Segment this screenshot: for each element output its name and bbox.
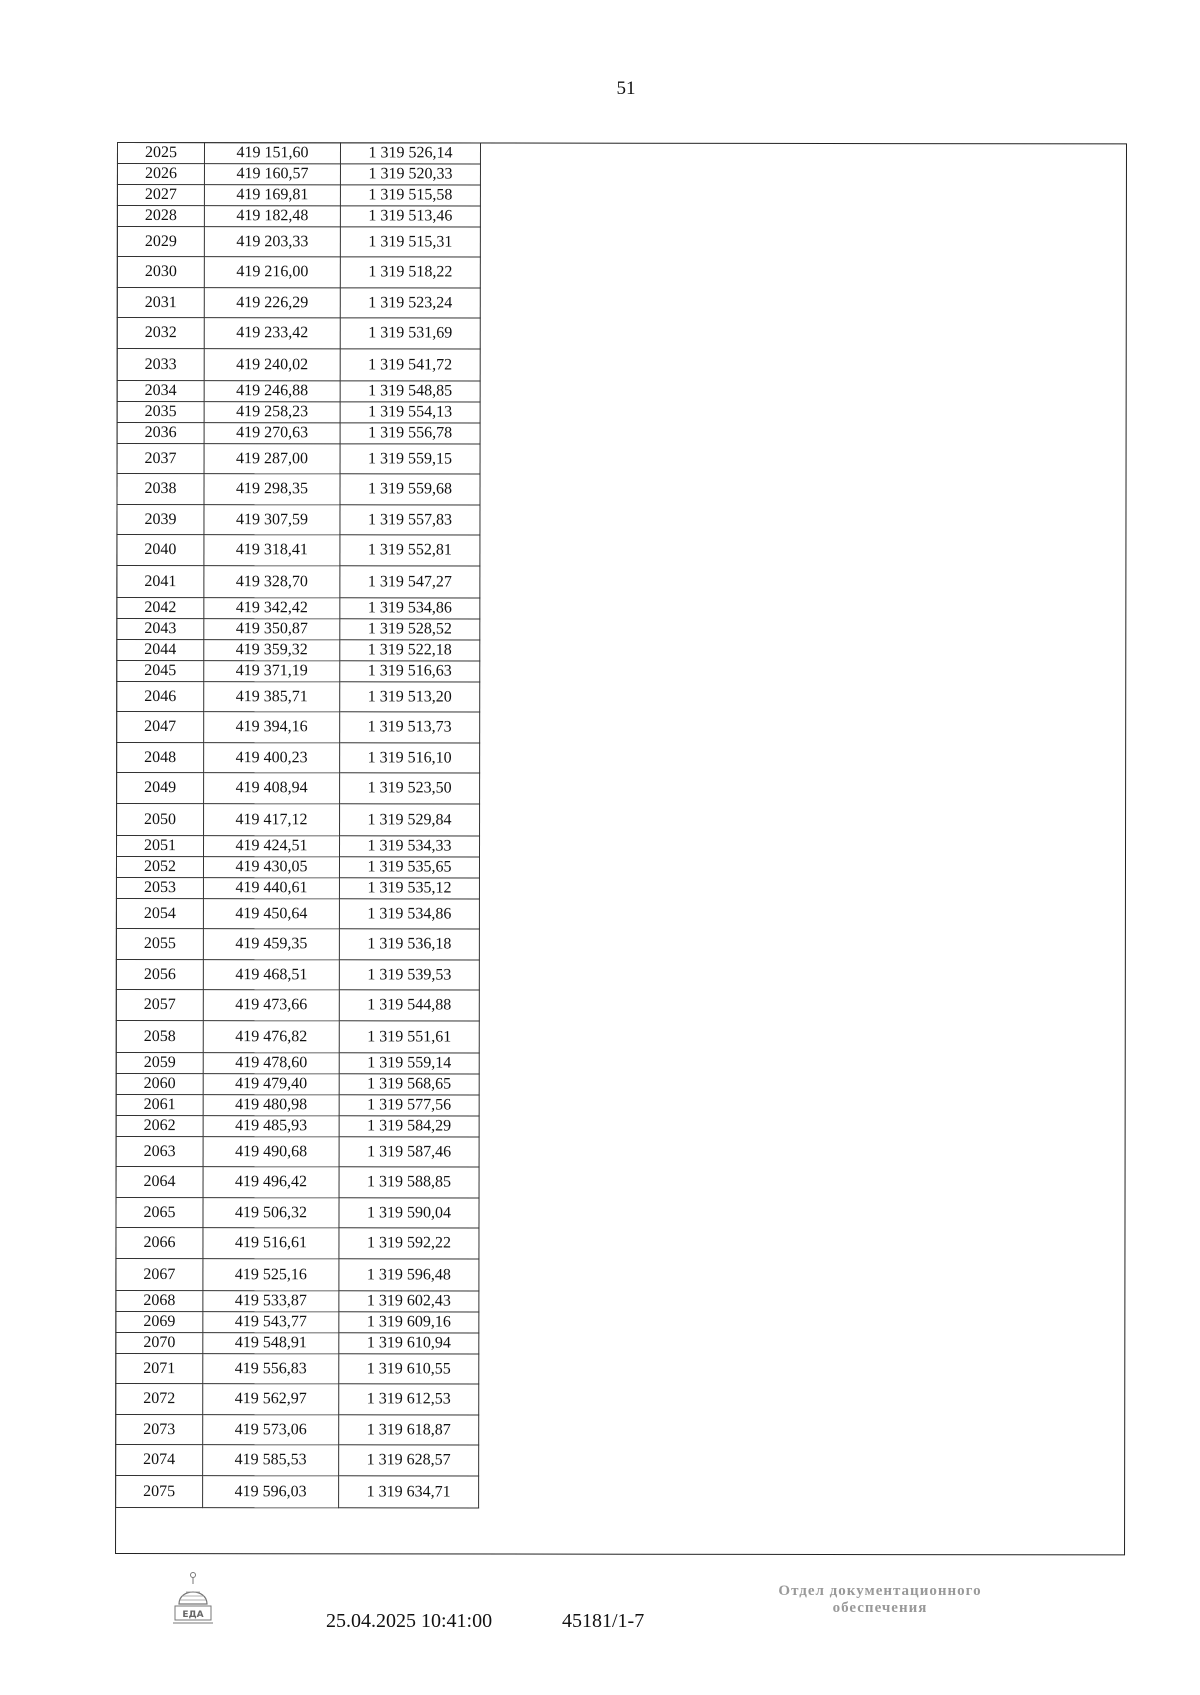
y-coordinate-cell: 1 319 588,85 [339, 1167, 479, 1198]
y-coordinate-cell: 1 319 534,86 [340, 598, 480, 619]
y-coordinate-cell: 1 319 518,22 [340, 257, 480, 288]
point-number-cell: 2034 [117, 381, 204, 402]
table-row [117, 743, 480, 774]
y-coordinate-cell: 1 319 536,18 [339, 929, 479, 960]
table-row [117, 566, 480, 599]
x-coordinate-cell: 419 450,64 [203, 899, 339, 929]
point-number-cell: 2042 [117, 598, 204, 619]
x-coordinate-cell: 419 307,59 [204, 505, 340, 535]
x-coordinate-cell: 419 476,82 [203, 1021, 339, 1053]
y-coordinate-cell: 1 319 516,10 [340, 743, 480, 773]
table-row [117, 474, 480, 506]
point-number-cell: 2064 [116, 1166, 203, 1197]
registry-logo-icon [170, 1570, 216, 1626]
table-row [116, 1073, 479, 1095]
x-coordinate-cell: 419 440,61 [203, 878, 339, 899]
table-row [116, 1290, 479, 1312]
x-coordinate-cell: 419 525,16 [203, 1259, 339, 1291]
footer-registration-number: 45181/1-7 [562, 1610, 645, 1632]
point-number-cell: 2030 [117, 257, 204, 288]
y-coordinate-cell: 1 319 531,69 [340, 318, 480, 349]
x-coordinate-cell: 419 287,00 [204, 444, 340, 474]
y-coordinate-cell: 1 319 526,14 [340, 143, 480, 164]
y-coordinate-cell: 1 319 559,68 [340, 474, 480, 505]
table-row [116, 959, 479, 990]
point-number-cell: 2071 [116, 1353, 203, 1383]
y-coordinate-cell: 1 319 610,94 [339, 1333, 479, 1354]
y-coordinate-cell: 1 319 551,61 [339, 1021, 479, 1053]
y-coordinate-cell: 1 319 534,33 [340, 836, 480, 857]
x-coordinate-cell: 419 543,77 [203, 1312, 339, 1333]
y-coordinate-cell: 1 319 541,72 [340, 349, 480, 381]
table-row [117, 164, 480, 186]
department-stamp-line-1: Отдел документационного [778, 1583, 982, 1599]
y-coordinate-cell: 1 319 577,56 [339, 1095, 479, 1116]
point-number-cell: 2043 [117, 619, 204, 640]
y-coordinate-cell: 1 319 539,53 [339, 960, 479, 990]
y-coordinate-cell: 1 319 556,78 [340, 423, 480, 444]
table-row [116, 1383, 479, 1415]
table-row [117, 640, 480, 662]
y-coordinate-cell: 1 319 520,33 [340, 164, 480, 185]
point-number-cell: 2065 [116, 1197, 203, 1227]
point-number-cell: 2027 [117, 185, 204, 206]
y-coordinate-cell: 1 319 552,81 [340, 535, 480, 566]
x-coordinate-cell: 419 533,87 [203, 1291, 339, 1312]
x-coordinate-cell: 419 233,42 [204, 318, 340, 349]
x-coordinate-cell: 419 258,23 [204, 402, 340, 423]
x-coordinate-cell: 419 548,91 [203, 1333, 339, 1354]
table-row [116, 878, 479, 900]
coordinates-table-frame [115, 142, 1127, 1555]
table-row [117, 661, 480, 683]
x-coordinate-cell: 419 424,51 [204, 836, 340, 857]
x-coordinate-cell: 419 226,29 [204, 288, 340, 318]
y-coordinate-cell: 1 319 523,50 [340, 773, 480, 804]
y-coordinate-cell: 1 319 628,57 [339, 1445, 479, 1476]
point-number-cell: 2056 [116, 959, 203, 989]
point-number-cell: 2038 [117, 474, 204, 505]
table-row [117, 257, 480, 289]
table-row [117, 227, 480, 258]
point-number-cell: 2049 [117, 773, 204, 804]
table-row [116, 1258, 479, 1291]
table-row [117, 712, 480, 744]
x-coordinate-cell: 419 394,16 [204, 712, 340, 743]
x-coordinate-cell: 419 430,05 [203, 857, 339, 878]
table-row [117, 598, 480, 620]
table-row [117, 505, 480, 536]
point-number-cell: 2053 [116, 878, 203, 899]
point-number-cell: 2060 [116, 1073, 203, 1094]
x-coordinate-cell: 419 468,51 [203, 960, 339, 990]
y-coordinate-cell: 1 319 592,22 [339, 1228, 479, 1259]
x-coordinate-cell: 419 573,06 [203, 1415, 339, 1445]
point-number-cell: 2062 [116, 1115, 203, 1136]
y-coordinate-cell: 1 319 513,73 [340, 712, 480, 743]
x-coordinate-cell: 419 342,42 [204, 598, 340, 619]
y-coordinate-cell: 1 319 534,86 [339, 899, 479, 929]
x-coordinate-cell: 419 203,33 [204, 227, 340, 257]
point-number-cell: 2063 [116, 1136, 203, 1166]
point-number-cell: 2031 [117, 288, 204, 318]
point-number-cell: 2054 [116, 898, 203, 928]
y-coordinate-cell: 1 319 548,85 [340, 381, 480, 402]
y-coordinate-cell: 1 319 547,27 [340, 566, 480, 598]
table-row [116, 1332, 479, 1354]
point-number-cell: 2067 [116, 1258, 203, 1290]
table-row [117, 381, 480, 403]
point-number-cell: 2061 [116, 1094, 203, 1115]
x-coordinate-cell: 419 585,53 [203, 1445, 339, 1476]
point-number-cell: 2070 [116, 1332, 203, 1353]
point-number-cell: 2058 [116, 1020, 203, 1052]
x-coordinate-cell: 419 496,42 [203, 1167, 339, 1198]
table-row [116, 1197, 479, 1228]
point-number-cell: 2026 [117, 164, 204, 185]
table-row [116, 1227, 479, 1259]
table-row [117, 444, 480, 475]
point-number-cell: 2037 [117, 444, 204, 474]
x-coordinate-cell: 419 270,63 [204, 423, 340, 444]
table-row [117, 402, 480, 424]
x-coordinate-cell: 419 350,87 [204, 619, 340, 640]
point-number-cell: 2028 [117, 206, 204, 227]
y-coordinate-cell: 1 319 590,04 [339, 1198, 479, 1228]
x-coordinate-cell: 419 328,70 [204, 566, 340, 598]
table-row [117, 288, 480, 319]
table-row [116, 1353, 479, 1384]
point-number-cell: 2057 [116, 989, 203, 1020]
x-coordinate-cell: 419 318,41 [204, 535, 340, 566]
y-coordinate-cell: 1 319 528,52 [340, 619, 480, 640]
point-number-cell: 2044 [117, 640, 204, 661]
x-coordinate-cell: 419 516,61 [203, 1228, 339, 1259]
table-row [116, 1136, 479, 1167]
point-number-cell: 2029 [117, 227, 204, 257]
y-coordinate-cell: 1 319 535,65 [339, 857, 479, 878]
y-coordinate-cell: 1 319 513,20 [340, 682, 480, 712]
x-coordinate-cell: 419 478,60 [203, 1053, 339, 1074]
point-number-cell: 2045 [117, 661, 204, 682]
x-coordinate-cell: 419 216,00 [204, 257, 340, 288]
x-coordinate-cell: 419 160,57 [204, 164, 340, 185]
point-number-cell: 2036 [117, 423, 204, 444]
x-coordinate-cell: 419 400,23 [204, 743, 340, 773]
point-number-cell: 2073 [116, 1414, 203, 1444]
table-row [117, 185, 480, 207]
y-coordinate-cell: 1 319 602,43 [339, 1291, 479, 1312]
table-row [116, 1020, 479, 1053]
y-coordinate-cell: 1 319 515,58 [340, 185, 480, 206]
x-coordinate-cell: 419 182,48 [204, 206, 340, 227]
table-row [117, 318, 480, 350]
y-coordinate-cell: 1 319 523,24 [340, 288, 480, 318]
x-coordinate-cell: 419 246,88 [204, 381, 340, 402]
table-row [116, 1052, 479, 1074]
table-row [116, 928, 479, 960]
x-coordinate-cell: 419 556,83 [203, 1354, 339, 1384]
point-number-cell: 2041 [117, 566, 204, 598]
point-number-cell: 2069 [116, 1311, 203, 1332]
point-number-cell: 2050 [117, 804, 204, 836]
x-coordinate-cell: 419 240,02 [204, 349, 340, 381]
table-row [117, 423, 480, 445]
department-stamp-line-2: обеспечения [832, 1600, 928, 1616]
y-coordinate-cell: 1 319 535,12 [339, 878, 479, 899]
point-number-cell: 2068 [116, 1290, 203, 1311]
coordinates-table [115, 142, 481, 1509]
table-row [117, 773, 480, 805]
table-row [116, 898, 479, 929]
point-number-cell: 2072 [116, 1383, 203, 1414]
x-coordinate-cell: 419 459,35 [203, 929, 339, 960]
table-row [116, 1094, 479, 1116]
x-coordinate-cell: 419 596,03 [203, 1476, 339, 1508]
table-row [117, 804, 480, 837]
y-coordinate-cell: 1 319 584,29 [339, 1116, 479, 1137]
point-number-cell: 2075 [116, 1475, 203, 1507]
y-coordinate-cell: 1 319 554,13 [340, 402, 480, 423]
point-number-cell: 2051 [117, 836, 204, 857]
x-coordinate-cell: 419 371,19 [204, 661, 340, 682]
y-coordinate-cell: 1 319 513,46 [340, 206, 480, 227]
table-row [117, 836, 480, 858]
x-coordinate-cell: 419 485,93 [203, 1116, 339, 1137]
table-row [116, 1475, 479, 1508]
x-coordinate-cell: 419 562,97 [203, 1384, 339, 1415]
x-coordinate-cell: 419 385,71 [204, 682, 340, 712]
x-coordinate-cell: 419 298,35 [204, 474, 340, 505]
point-number-cell: 2066 [116, 1227, 203, 1258]
y-coordinate-cell: 1 319 596,48 [339, 1259, 479, 1291]
table-row [117, 682, 480, 713]
y-coordinate-cell: 1 319 618,87 [339, 1415, 479, 1445]
x-coordinate-cell: 419 169,81 [204, 185, 340, 206]
point-number-cell: 2055 [116, 928, 203, 959]
x-coordinate-cell: 419 479,40 [203, 1074, 339, 1095]
y-coordinate-cell: 1 319 522,18 [340, 640, 480, 661]
point-number-cell: 2033 [117, 349, 204, 381]
point-number-cell: 2032 [117, 318, 204, 349]
y-coordinate-cell: 1 319 568,65 [339, 1074, 479, 1095]
table-row [116, 1166, 479, 1198]
x-coordinate-cell: 419 408,94 [204, 773, 340, 804]
point-number-cell: 2074 [116, 1444, 203, 1475]
y-coordinate-cell: 1 319 559,15 [340, 444, 480, 474]
x-coordinate-cell: 419 480,98 [203, 1095, 339, 1116]
table-row [117, 535, 480, 567]
table-row [116, 857, 479, 879]
table-row [116, 1444, 479, 1476]
table-row [116, 1115, 479, 1137]
y-coordinate-cell: 1 319 544,88 [339, 990, 479, 1021]
y-coordinate-cell: 1 319 612,53 [339, 1384, 479, 1415]
x-coordinate-cell: 419 473,66 [203, 990, 339, 1021]
x-coordinate-cell: 419 490,68 [203, 1137, 339, 1167]
point-number-cell: 2040 [117, 535, 204, 566]
y-coordinate-cell: 1 319 515,31 [340, 227, 480, 257]
table-row [117, 619, 480, 641]
point-number-cell: 2052 [116, 857, 203, 878]
point-number-cell: 2048 [117, 743, 204, 773]
logo-text: ЕДА [182, 1610, 204, 1620]
y-coordinate-cell: 1 319 529,84 [340, 804, 480, 836]
table-row [117, 349, 480, 382]
department-stamp [720, 1583, 1040, 1617]
y-coordinate-cell: 1 319 559,14 [339, 1053, 479, 1074]
point-number-cell: 2039 [117, 505, 204, 535]
x-coordinate-cell: 419 151,60 [204, 143, 340, 164]
x-coordinate-cell: 419 417,12 [204, 804, 340, 836]
y-coordinate-cell: 1 319 610,55 [339, 1354, 479, 1384]
table-row [116, 1311, 479, 1333]
table-row [117, 206, 480, 228]
x-coordinate-cell: 419 359,32 [204, 640, 340, 661]
y-coordinate-cell: 1 319 609,16 [339, 1312, 479, 1333]
point-number-cell: 2047 [117, 712, 204, 743]
footer-datetime: 25.04.2025 10:41:00 [326, 1610, 493, 1632]
page-number: 51 [616, 78, 636, 99]
point-number-cell: 2025 [117, 143, 204, 164]
y-coordinate-cell: 1 319 516,63 [340, 661, 480, 682]
x-coordinate-cell: 419 506,32 [203, 1198, 339, 1228]
y-coordinate-cell: 1 319 634,71 [339, 1476, 479, 1508]
y-coordinate-cell: 1 319 557,83 [340, 505, 480, 535]
point-number-cell: 2046 [117, 682, 204, 712]
point-number-cell: 2035 [117, 402, 204, 423]
table-row [117, 143, 480, 165]
table-row [116, 989, 479, 1021]
table-row [116, 1414, 479, 1445]
y-coordinate-cell: 1 319 587,46 [339, 1137, 479, 1167]
point-number-cell: 2059 [116, 1052, 203, 1073]
